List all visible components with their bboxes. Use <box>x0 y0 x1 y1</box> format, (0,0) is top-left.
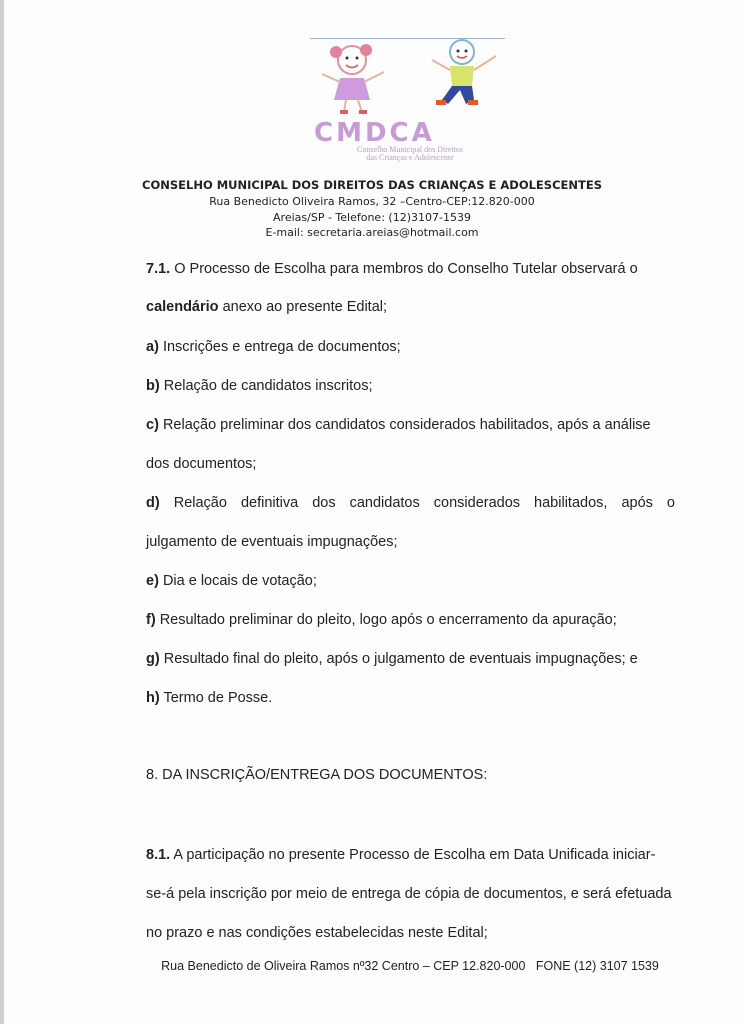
list-label: g) <box>146 651 160 667</box>
logo-subtitle-line2: das Crianças e Adolescente <box>366 153 454 162</box>
children-illustration <box>300 30 515 120</box>
list-item-c-line1 <box>146 417 678 433</box>
list-item-c-line2: dos documentos; <box>146 456 257 472</box>
list-item-g <box>146 651 678 667</box>
list-text: Resultado preliminar do pleito, logo após o encerramento da apuração; <box>159 612 617 628</box>
list-item-b <box>146 378 678 394</box>
list-text: Relação definitiva dos candidatos considerados habilitados, após o <box>173 495 675 511</box>
list-text: Relação preliminar dos candidatos considerados habilitados, após a análise <box>162 417 651 433</box>
paragraph-text: O Processo de Escolha para membros do Conselho Tutelar observará o <box>174 261 638 277</box>
section-8-1-line2: se-á pela inscrição por meio de entrega de cópia de documentos, e será efetuada <box>146 886 672 902</box>
logo-subtitle-line1: Conselho Municipal dos Direitos <box>357 145 463 154</box>
list-label: f) <box>146 612 156 628</box>
list-label: b) <box>146 378 160 394</box>
section-8-1-line1 <box>146 847 678 863</box>
list-label: h) <box>146 690 160 706</box>
page-footer <box>0 959 744 973</box>
list-text: Dia e locais de votação; <box>162 573 317 589</box>
section-number: 8.1. <box>146 847 171 863</box>
section-8-1-line3: no prazo e nas condições estabelecidas neste Edital; <box>146 925 488 941</box>
bold-term: calendário <box>146 299 219 315</box>
list-text: Relação de candidatos inscritos; <box>163 378 373 394</box>
section-8-heading: 8. DA INSCRIÇÃO/ENTREGA DOS DOCUMENTOS: <box>146 767 488 783</box>
list-label: a) <box>146 339 159 355</box>
footer-address: Rua Benedicto de Oliveira Ramos nº32 Centro – CEP 12.820-000 <box>161 959 526 973</box>
section-7-1-line1 <box>146 261 678 277</box>
list-item-e <box>146 573 678 589</box>
list-item-a <box>146 339 678 355</box>
list-label: d) <box>146 495 160 511</box>
section-number: 7.1. <box>146 261 171 277</box>
header-email: E-mail: secretaria.areias@hotmail.com <box>265 226 479 239</box>
header-address: Rua Benedicto Oliveira Ramos, 32 –Centro-CEP:12.820-000 <box>209 195 535 208</box>
section-7-1-line2 <box>146 299 678 315</box>
cmdca-logo <box>300 30 515 165</box>
list-text: Termo de Posse. <box>163 690 273 706</box>
paragraph-text: anexo ao presente Edital; <box>222 299 388 315</box>
list-label: c) <box>146 417 159 433</box>
list-text: Inscrições e entrega de documentos; <box>162 339 401 355</box>
header-city-phone: Areias/SP - Telefone: (12)3107-1539 <box>273 211 471 224</box>
list-item-h <box>146 690 678 706</box>
page-edge-shadow <box>0 0 4 1024</box>
footer-phone: FONE (12) 3107 1539 <box>535 959 659 973</box>
header-title: CONSELHO MUNICIPAL DOS DIREITOS DAS CRIANÇAS E ADOLESCENTES <box>142 178 602 192</box>
list-text: Resultado final do pleito, após o julgamento de eventuais impugnações; e <box>163 651 638 667</box>
list-item-d-line2: julgamento de eventuais impugnações; <box>146 534 398 550</box>
list-item-f <box>146 612 678 628</box>
logo-acronym: CMDCA <box>314 118 435 148</box>
paragraph-text: A participação no presente Processo de Escolha em Data Unificada iniciar- <box>173 847 656 863</box>
logo-subtitle <box>320 146 500 162</box>
list-item-d-line1 <box>146 495 678 511</box>
list-label: e) <box>146 573 159 589</box>
